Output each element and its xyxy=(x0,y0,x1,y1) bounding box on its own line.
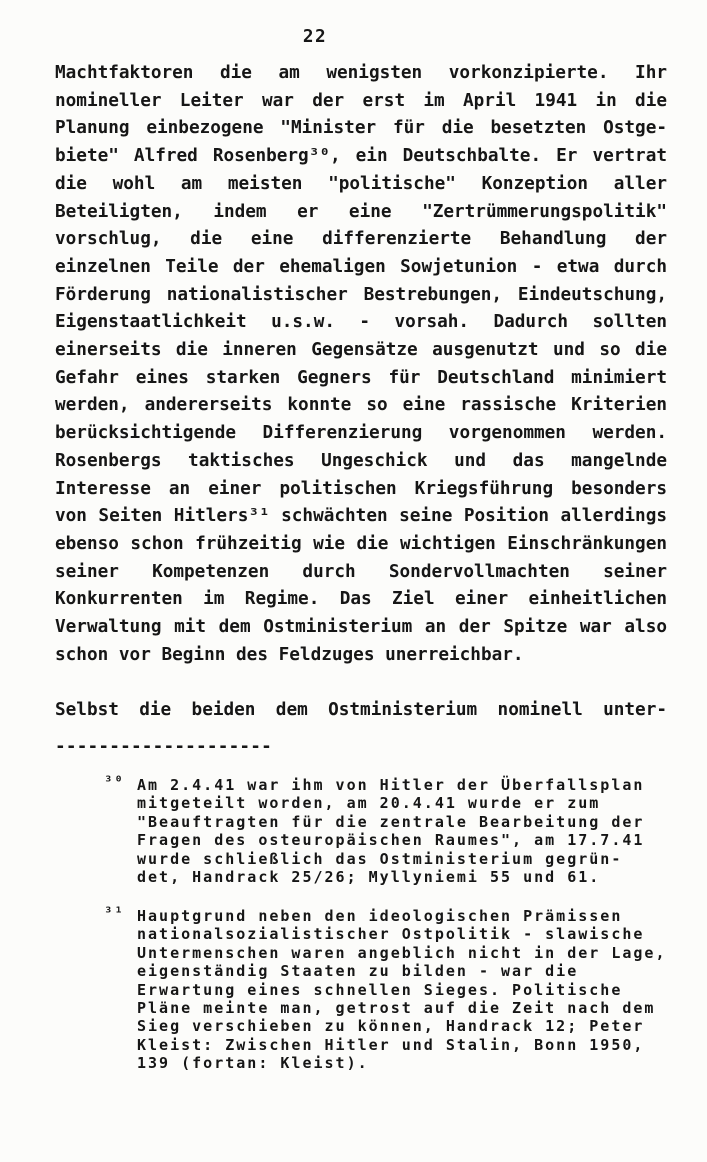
text-line: einerseits die inneren Gegensätze ausgenutzt und so die xyxy=(55,340,667,361)
footnote-marker-30: ³⁰ xyxy=(104,774,125,790)
text-line: ebenso schon frühzeitig wie die wichtigen Einschränkungen xyxy=(55,533,667,554)
text-line: Gefahr eines starken Gegners für Deutschland minimiert xyxy=(55,367,667,388)
text-line: Hauptgrund neben den ideologischen Prämissen xyxy=(137,907,623,925)
text-line: Fragen des osteuropäischen Raumes", am 17.7.41 xyxy=(137,831,645,850)
text-line: berücksichtigende Differenzierung vorgenommen werden. xyxy=(55,423,667,444)
text-line: Eigenstaatlichkeit u.s.w. - vorsah. Dadurch sollten xyxy=(55,312,667,333)
text-line: werden, andererseits konnte so eine rassische Kriterien xyxy=(55,395,667,416)
text-line: Planung einbezogene "Minister für die besetzten Ostge- xyxy=(55,118,667,139)
text-line: Rosenbergs taktisches Ungeschick und das mangelnde xyxy=(55,450,667,471)
text-line xyxy=(55,669,667,697)
text-line: seiner Kompetenzen durch Sondervollmachten seiner xyxy=(55,561,667,582)
text-line: Machtfaktoren die am wenigsten vorkonzipierte. Ihr xyxy=(55,63,667,83)
text-line: nationalsozialistischer Ostpolitik - slawische xyxy=(137,925,645,944)
text-line: wurde schließlich das Ostministerium gegrün- xyxy=(137,849,623,868)
text-line: Sieg verschieben zu können, Handrack 12; Peter xyxy=(137,1017,645,1036)
main-text xyxy=(55,60,667,725)
text-line: schon vor Beginn des Feldzuges unerreichbar. xyxy=(55,644,524,665)
text-line: Interesse an einer politischen Kriegsführung besonders xyxy=(55,478,667,499)
text-line: eigenständig Staaten zu bilden - war die xyxy=(137,962,579,981)
page-number: 22 xyxy=(302,27,328,47)
text-line: 139 (fortan: Kleist). xyxy=(137,1054,369,1073)
text-line: vorschlug, die eine differenzierte Behandlung der xyxy=(55,229,667,250)
footnote-31-text xyxy=(137,907,697,1073)
footnote-30 xyxy=(104,774,697,887)
footnote-marker-31: ³¹ xyxy=(104,905,125,921)
text-line: Förderung nationalistischer Bestrebungen, Eindeutschung, xyxy=(55,284,667,305)
text-line: von Seiten Hitlers³¹ schwächten seine Position allerdings xyxy=(55,506,667,527)
text-line: mitgeteilt worden, am 20.4.41 wurde er zum xyxy=(137,794,601,813)
text-line: biete" Alfred Rosenberg³⁰, ein Deutschbalte. Er vertrat xyxy=(55,146,667,167)
text-line: einzelnen Teile der ehemaligen Sowjetunion - etwa durch xyxy=(55,256,667,277)
text-line: "Beauftragten für die zentrale Bearbeitung der xyxy=(137,812,645,831)
text-line: Pläne meinte man, getrost auf die Zeit nach dem xyxy=(137,999,656,1018)
footnote-31 xyxy=(104,905,697,1073)
text-line: Erwartung eines schnellen Sieges. Politische xyxy=(137,980,623,999)
text-line: nomineller Leiter war der erst im April 1941 in die xyxy=(55,90,667,111)
text-line: Verwaltung mit dem Ostministerium an der Spitze war also xyxy=(55,617,667,638)
text-line: Am 2.4.41 war ihm von Hitler der Überfallsplan xyxy=(137,776,645,794)
text-line: Untermenschen waren angeblich nicht in der Lage, xyxy=(137,943,667,962)
text-line: Kleist: Zwischen Hitler und Stalin, Bonn 1950, xyxy=(137,1035,645,1054)
text-line: Beteiligten, indem er eine "Zertrümmerungspolitik" xyxy=(55,201,667,222)
text-line: die wohl am meisten "politische" Konzeption aller xyxy=(55,173,667,194)
footnote-30-text xyxy=(137,776,697,886)
text-line: Konkurrenten im Regime. Das Ziel einer einheitlichen xyxy=(55,589,667,610)
text-line: det, Handrack 25/26; Myllyniemi 55 und 61. xyxy=(137,868,601,887)
text-line: Selbst die beiden dem Ostministerium nominell unter- xyxy=(55,700,667,721)
footnote-separator: -------------------- xyxy=(55,737,272,757)
